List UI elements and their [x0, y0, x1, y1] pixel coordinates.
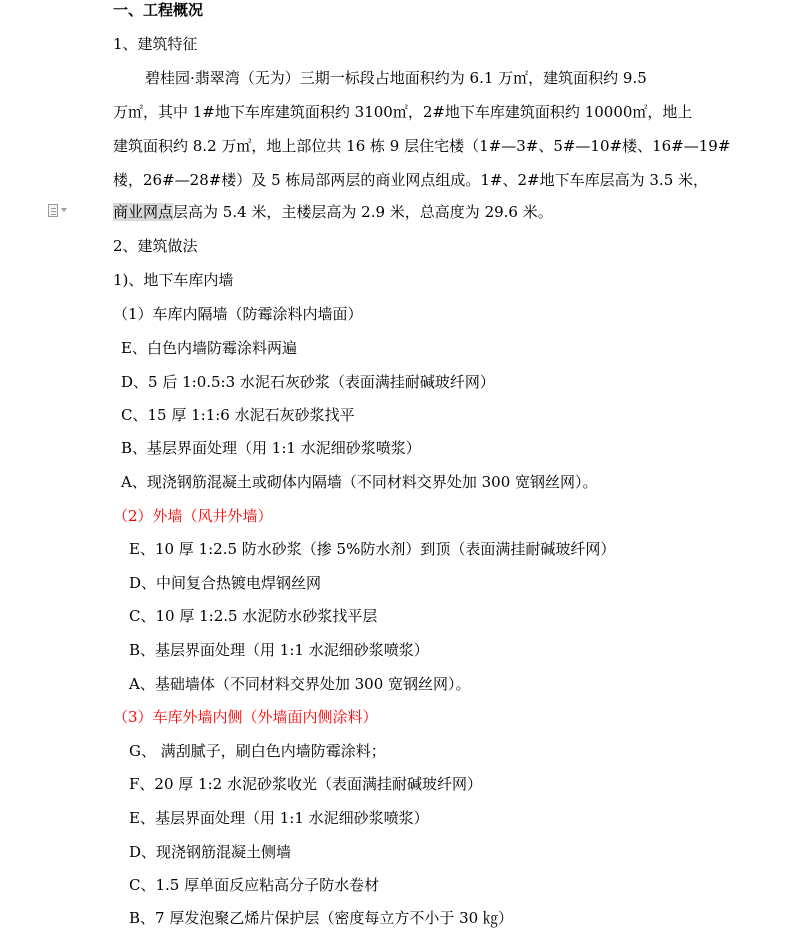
document-options-icon[interactable] [48, 202, 74, 218]
paragraph-line-2: 万㎡，其中 1#地下车库建筑面积约 3100㎡，2#地下车库建筑面积约 10000㎡，地上 [113, 103, 693, 121]
group-2-title: （2）外墙（风井外墙） [113, 507, 273, 525]
group-1-item: C、15 厚 1:1:6 水泥石灰砂浆找平 [121, 406, 355, 424]
group-1-item: D、5 后 1:0.5:3 水泥石灰砂浆（表面满挂耐碱玻纤网） [121, 373, 495, 391]
group-3-item: B、7 厚发泡聚乙烯片保护层（密度每立方不小于 30 ㎏） [129, 909, 513, 927]
group-1-item: A、现浇钢筋混凝土或砌体内隔墙（不同材料交界处加 300 宽钢丝网）。 [121, 473, 598, 491]
group-3-item: C、1.5 厚单面反应粘高分子防水卷材 [129, 876, 380, 894]
paragraph-line-4: 楼，26#—28#楼）及 5 栋局部两层的商业网点组成。1#、2#地下车库层高为 3.5 米， [113, 171, 709, 189]
paragraph-line-3: 建筑面积约 8.2 万㎡，地上部位共 16 栋 9 层住宅楼（1#—3#、5#—10#楼、16#—19# [113, 137, 731, 155]
group-3-item: E、基层界面处理（用 1:1 水泥细砂浆喷浆） [129, 809, 429, 827]
group-2-item: C、10 厚 1:2.5 水泥防水砂浆找平层 [129, 607, 378, 625]
paragraph-line-1: 碧桂园·翡翠湾（无为）三期一标段占地面积约为 6.1 万㎡，建筑面积约 9.5 [145, 69, 647, 87]
group-3-item: G、 满刮腻子，刷白色内墙防霉涂料； [129, 742, 386, 760]
paragraph-line-5 [113, 202, 553, 222]
group-1-item: E、白色内墙防霉涂料两遍 [121, 339, 297, 357]
selected-text[interactable]: 商业网点 [113, 203, 174, 221]
group-3-item: D、现浇钢筋混凝土侧墙 [129, 843, 292, 861]
group-2-item: D、中间复合热镀电焊钢丝网 [129, 574, 322, 592]
group-1-title: （1）车库内隔墙（防霉涂料内墙面） [113, 305, 363, 323]
subsection-title-2-1: 1)、地下车库内墙 [113, 271, 234, 289]
chevron-down-icon [61, 208, 67, 212]
group-2-item: E、10 厚 1:2.5 防水砂浆（掺 5%防水剂）到顶（表面满挂耐碱玻纤网） [129, 540, 616, 558]
section-title: 一、工程概况 [113, 1, 204, 19]
page-icon [48, 204, 58, 217]
subsection-title-2: 2、建筑做法 [113, 237, 198, 255]
group-3-title: （3）车库外墙内侧（外墙面内侧涂料） [113, 708, 378, 726]
group-1-item: B、基层界面处理（用 1:1 水泥细砂浆喷浆） [121, 439, 421, 457]
group-2-item: A、基础墙体（不同材料交界处加 300 宽钢丝网）。 [129, 675, 471, 693]
paragraph-line-5-rest: 层高为 5.4 米，主楼层高为 2.9 米，总高度为 29.6 米。 [173, 203, 553, 221]
subsection-title-1: 1、建筑特征 [113, 35, 198, 53]
group-3-item: F、20 厚 1:2 水泥砂浆收光（表面满挂耐碱玻纤网） [129, 775, 482, 793]
group-2-item: B、基层界面处理（用 1:1 水泥细砂浆喷浆） [129, 641, 429, 659]
